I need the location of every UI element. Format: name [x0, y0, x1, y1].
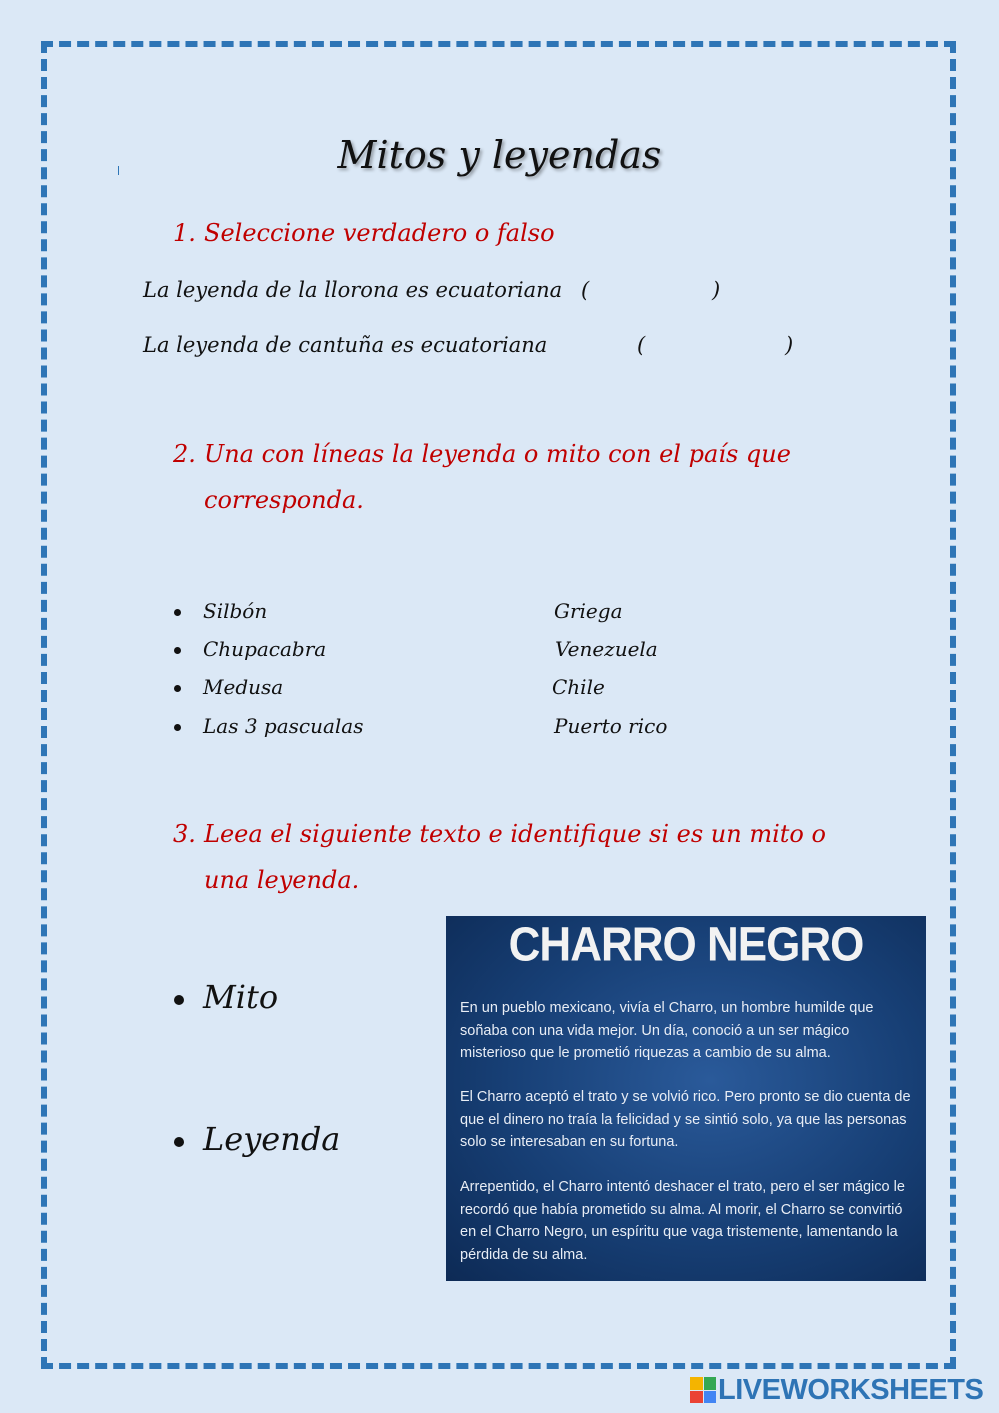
story-paragraph-2: El Charro aceptó el trato y se volvió rico. Pero pronto se dio cuenta de que el dinero no traía la felicidad y se sintió solo, ya que las personas solo se interesaban en su fortuna. [460, 1089, 911, 1150]
question-3-line-1: Leea el siguiente texto e identifique si es un mito o [204, 820, 826, 848]
question-3-number: 3. [173, 820, 196, 848]
left-item-silbon: Silbón [203, 599, 268, 623]
option-leyenda[interactable]: Leyenda [203, 1120, 341, 1158]
right-item-puerto-rico: Puerto rico [554, 714, 668, 738]
question-1-number: 1. [173, 219, 196, 247]
story-title: CHARRO NEGRO [508, 917, 864, 972]
question-2-line-1: Una con líneas la leyenda o mito con el país que [204, 440, 791, 468]
story-paragraph-3: Arrepentido, el Charro intentó deshacer el trato, pero el ser mágico le recordó que había prometido su alma. Al morir, el Charro se convirtió en el Charro Negro, un espíritu que vaga tristemente, lamentando la pérdida de su alma. [460, 1179, 905, 1263]
statement-1-open-paren: ( [581, 278, 590, 302]
statement-2-close-paren: ) [785, 333, 794, 357]
question-1 [173, 210, 873, 256]
story-image [446, 916, 926, 1281]
bullet-dot [174, 995, 184, 1005]
logo-text: LIVEWORKSHEETS [718, 1373, 984, 1406]
page-title: Mitos y leyendas [337, 133, 662, 177]
option-mito[interactable]: Mito [203, 978, 279, 1016]
question-2 [173, 431, 893, 523]
statement-1-close-paren: ) [712, 278, 721, 302]
bullet-dot [174, 647, 181, 654]
logo-grid-icon [690, 1377, 716, 1403]
right-item-griega: Griega [554, 599, 623, 623]
right-item-venezuela: Venezuela [555, 637, 658, 661]
statement-1: La leyenda de la llorona es ecuatoriana [143, 278, 563, 302]
bullet-dot [174, 1137, 184, 1147]
statement-2: La leyenda de cantuña es ecuatoriana [143, 333, 548, 357]
question-2-line-2: corresponda. [204, 486, 364, 514]
question-1-text: Seleccione verdadero o falso [204, 219, 555, 247]
right-item-chile: Chile [552, 675, 605, 699]
question-2-number: 2. [173, 440, 196, 468]
liveworksheets-logo [690, 1375, 983, 1405]
left-item-medusa: Medusa [203, 675, 284, 699]
question-3 [173, 811, 893, 903]
bullet-dot [174, 685, 181, 692]
story-paragraph-1: En un pueblo mexicano, vivía el Charro, un hombre humilde que soñaba con una vida mejor. Un día, conoció a un ser mágico misterioso que le prometió riquezas a cambio de su alma. [460, 1000, 874, 1061]
bullet-dot [174, 609, 181, 616]
left-item-chupacabra: Chupacabra [203, 637, 327, 661]
bullet-dot [174, 724, 181, 731]
question-3-line-2: una leyenda. [204, 866, 360, 894]
left-item-las-3-pascualas: Las 3 pascualas [203, 714, 364, 738]
statement-2-open-paren: ( [637, 333, 646, 357]
